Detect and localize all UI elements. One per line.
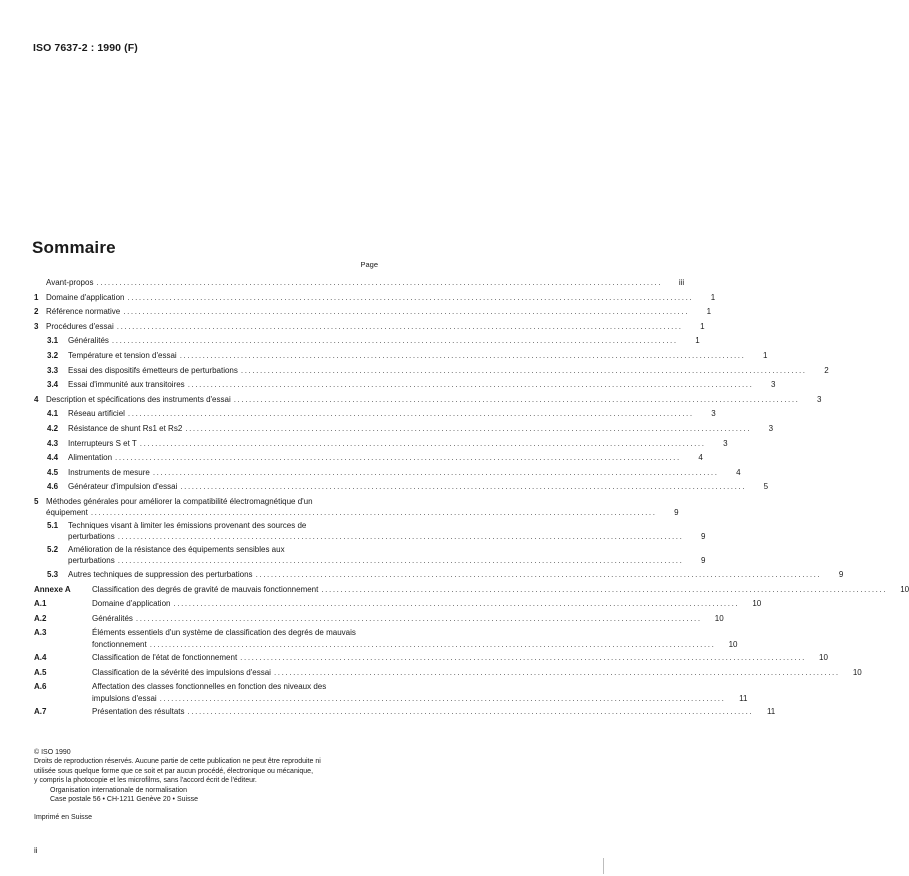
toc-entry-page: 9 — [838, 569, 844, 579]
toc-entry-page: 4 — [698, 453, 703, 463]
toc-entry-title: Essai des dispositifs émetteurs de perturbations — [68, 365, 238, 375]
toc-entry-number: 5.2 — [47, 544, 59, 554]
copyright-block — [34, 748, 379, 804]
toc-entry-page: iii — [678, 278, 685, 287]
toc-entry-number: 5 — [34, 496, 39, 506]
table-of-contents — [34, 276, 909, 720]
dot-leader — [234, 393, 800, 408]
toc-entry[interactable] — [34, 437, 728, 452]
toc-entry-title-continued: fonctionnement — [92, 639, 147, 649]
toc-entry-title: Domaine d'application — [92, 599, 171, 609]
dot-leader — [118, 555, 684, 567]
toc-entry-page: 1 — [763, 350, 768, 360]
dot-leader — [128, 407, 694, 422]
toc-entry-title: Réseau artificiel — [68, 409, 125, 419]
toc-entry-number: 2 — [34, 307, 39, 317]
toc-entry[interactable] — [34, 451, 703, 466]
toc-entry-title: Température et tension d'essai — [68, 350, 177, 360]
toc-entry[interactable] — [34, 422, 774, 437]
dot-leader — [274, 666, 840, 681]
toc-entry-number: A.3 — [34, 628, 47, 638]
toc-entry-title: Classification de l'état de fonctionnement — [92, 653, 238, 663]
toc-entry-page: 1 — [710, 292, 716, 302]
toc-entry-number: 1 — [34, 292, 39, 302]
toc-entry-page: 9 — [701, 532, 706, 542]
toc-entry-page: 3 — [817, 394, 822, 404]
toc-entry-number: 4.6 — [47, 482, 59, 492]
toc-entry-continuation — [34, 693, 748, 705]
print-location: Imprimé en Suisse — [34, 814, 92, 821]
toc-entry-title: Alimentation — [68, 453, 113, 463]
toc-entry-page: 3 — [711, 409, 716, 419]
toc-entry-continuation — [34, 639, 738, 651]
toc-entry[interactable] — [34, 612, 724, 627]
toc-entry-title: Résistance de shunt Rs1 et Rs2 — [68, 423, 183, 433]
dot-leader — [112, 334, 678, 349]
page-column-label: Page — [360, 260, 378, 269]
toc-entry-number: 4.5 — [47, 467, 59, 477]
toc-entry[interactable] — [34, 393, 822, 408]
rights-text: y compris la photocopie et les microfilms, sans l'accord écrit de l'éditeur. — [34, 777, 257, 785]
toc-entry-page: 10 — [714, 613, 724, 623]
toc-entry-title: Domaine d'application — [46, 292, 125, 302]
dot-leader — [241, 364, 807, 379]
toc-entry-page: 10 — [900, 584, 909, 594]
dot-leader — [140, 437, 706, 452]
toc-entry-number: 3.3 — [47, 365, 59, 375]
dot-leader — [153, 466, 719, 481]
toc-entry[interactable] — [34, 378, 776, 393]
dot-leader — [240, 651, 806, 666]
toc-entry[interactable] — [34, 320, 705, 335]
dot-leader — [180, 349, 746, 364]
toc-entry[interactable] — [34, 583, 909, 598]
toc-entry-title: Présentation des résultats — [92, 707, 185, 717]
toc-entry-number: A.2 — [34, 613, 47, 623]
toc-entry[interactable] — [34, 521, 379, 532]
toc-entry-number: 3.4 — [47, 380, 59, 390]
toc-entry-title: Amélioration de la résistance des équipements sensibles aux — [68, 544, 285, 554]
rights-text: utilisée sous quelque forme que ce soit et par aucun procédé, électronique ou mécanique, — [34, 767, 314, 775]
toc-entry-number: 3 — [34, 321, 39, 331]
toc-entry-page: 3 — [768, 423, 774, 433]
toc-entry-title: Procédures d'essai — [46, 321, 114, 331]
toc-entry-page: 1 — [700, 321, 705, 331]
toc-entry-title: Classification de la sévérité des impulsions d'essai — [92, 667, 271, 677]
rights-text: Droits de reproduction réservés. Aucune partie de cette publication ne peut être reproduite ni — [34, 758, 321, 766]
dot-leader — [160, 693, 726, 705]
toc-entry-page: 5 — [763, 482, 769, 492]
toc-entry-page: 9 — [701, 556, 706, 566]
toc-entry-page: 4 — [736, 467, 741, 477]
toc-entry-title: Classification des degrés de gravité de mauvais fonctionnement — [92, 584, 319, 594]
toc-entry-number: 4.2 — [47, 423, 59, 433]
toc-entry-page: 10 — [819, 653, 828, 663]
toc-entry-page: 10 — [852, 667, 862, 677]
toc-entry-number: 5.3 — [47, 569, 59, 579]
toc-entry-continuation — [34, 507, 679, 519]
toc-entry-page: 3 — [723, 438, 728, 448]
toc-entry-number: 5.1 — [47, 520, 59, 530]
toc-entry-title-continued: perturbations — [68, 532, 115, 542]
toc-entry[interactable] — [34, 705, 776, 720]
toc-entry-number: 3.2 — [47, 350, 59, 360]
toc-entry-number: A.5 — [34, 667, 47, 677]
dot-leader — [321, 583, 887, 598]
dot-leader — [136, 612, 702, 627]
dot-leader — [127, 291, 693, 306]
toc-entry-title-continued: impulsions d'essai — [92, 693, 157, 703]
toc-entry-title: Générateur d'impulsion d'essai — [68, 482, 178, 492]
dot-leader — [188, 378, 754, 393]
copyright-line: © ISO 1990 — [34, 749, 71, 756]
toc-entry-number: A.1 — [34, 599, 47, 609]
dot-leader — [180, 480, 746, 495]
page-title: Sommaire — [32, 238, 116, 257]
toc-entry[interactable] — [34, 305, 712, 320]
toc-entry-number: A.7 — [34, 707, 47, 717]
toc-entry-number: 4.1 — [47, 409, 59, 419]
dot-leader — [118, 531, 684, 543]
toc-entry[interactable] — [34, 651, 828, 666]
toc-entry[interactable] — [34, 682, 379, 693]
toc-entry-title: Autres techniques de suppression des perturbations — [68, 569, 253, 579]
toc-entry-number: 3.1 — [47, 336, 59, 346]
toc-entry-page: 2 — [824, 365, 829, 375]
dot-leader — [96, 276, 662, 291]
toc-entry-title: Description et spécifications des instruments d'essai — [46, 394, 231, 404]
toc-entry[interactable] — [34, 628, 379, 639]
toc-entry[interactable] — [34, 349, 768, 364]
toc-entry-title: Référence normative — [46, 307, 121, 317]
toc-entry[interactable] — [34, 568, 844, 583]
toc-entry-continuation — [34, 555, 706, 567]
toc-entry-title: Essai d'immunité aux transitoires — [68, 380, 185, 390]
toc-entry[interactable] — [34, 276, 685, 291]
toc-entry[interactable] — [34, 480, 769, 495]
toc-entry[interactable] — [34, 334, 700, 349]
toc-entry-number: A.4 — [34, 653, 47, 663]
toc-entry-page: 11 — [766, 707, 776, 717]
toc-entry-continuation — [34, 531, 706, 543]
toc-entry-number: 4.4 — [47, 453, 59, 463]
dot-leader — [117, 320, 683, 335]
scan-edge-mark — [603, 858, 604, 874]
dot-leader — [91, 507, 657, 519]
toc-entry-page: 1 — [706, 307, 712, 317]
toc-entry-title-continued: équipement — [46, 508, 88, 518]
document-id: ISO 7637-2 : 1990 (F) — [33, 42, 138, 54]
page-number: ii — [34, 846, 38, 855]
toc-entry-title: Avant-propos — [46, 278, 94, 287]
toc-entry-page: 3 — [771, 380, 776, 390]
toc-entry[interactable] — [34, 545, 379, 556]
toc-entry-page: 10 — [728, 639, 738, 649]
toc-entry-title: Instruments de mesure — [68, 467, 150, 477]
toc-entry-title: Éléments essentiels d'un système de classification des degrés de mauvais — [92, 628, 356, 638]
toc-entry[interactable] — [34, 407, 716, 422]
dot-leader — [150, 639, 716, 651]
dot-leader — [123, 305, 689, 320]
dot-leader — [173, 597, 739, 612]
toc-entry[interactable] — [34, 466, 741, 481]
toc-entry-page: 1 — [695, 336, 700, 346]
toc-entry-page: 11 — [739, 693, 748, 703]
toc-entry[interactable] — [34, 497, 379, 508]
toc-entry-title: Techniques visant à limiter les émissions provenant des sources de — [68, 520, 307, 530]
toc-entry[interactable] — [34, 666, 862, 681]
toc-entry-number: Annexe A — [34, 584, 71, 594]
toc-entry-title: Généralités — [92, 613, 133, 623]
toc-entry-title: Méthodes générales pour améliorer la compatibilité électromagnétique d'un — [46, 496, 313, 506]
dot-leader — [185, 422, 751, 437]
toc-entry[interactable] — [34, 291, 716, 306]
toc-entry-title: Généralités — [68, 336, 109, 346]
toc-entry-title-continued: perturbations — [68, 556, 115, 566]
toc-entry-title: Affectation des classes fonctionnelles en fonction des niveaux des — [92, 682, 327, 692]
toc-entry[interactable] — [34, 597, 762, 612]
toc-entry[interactable] — [34, 364, 829, 379]
toc-entry-number: 4 — [34, 394, 39, 404]
organization-address: Case postale 56 • CH-1211 Genève 20 • Suisse — [50, 796, 198, 804]
toc-entry-page: 10 — [752, 599, 762, 609]
toc-entry-page: 9 — [674, 508, 679, 518]
dot-leader — [188, 705, 754, 720]
organization-name: Organisation internationale de normalisation — [50, 786, 187, 794]
toc-entry-title: Interrupteurs S et T — [68, 438, 137, 448]
toc-entry-number: 4.3 — [47, 438, 59, 448]
dot-leader — [115, 451, 681, 466]
dot-leader — [256, 568, 822, 583]
toc-entry-number: A.6 — [34, 682, 47, 692]
